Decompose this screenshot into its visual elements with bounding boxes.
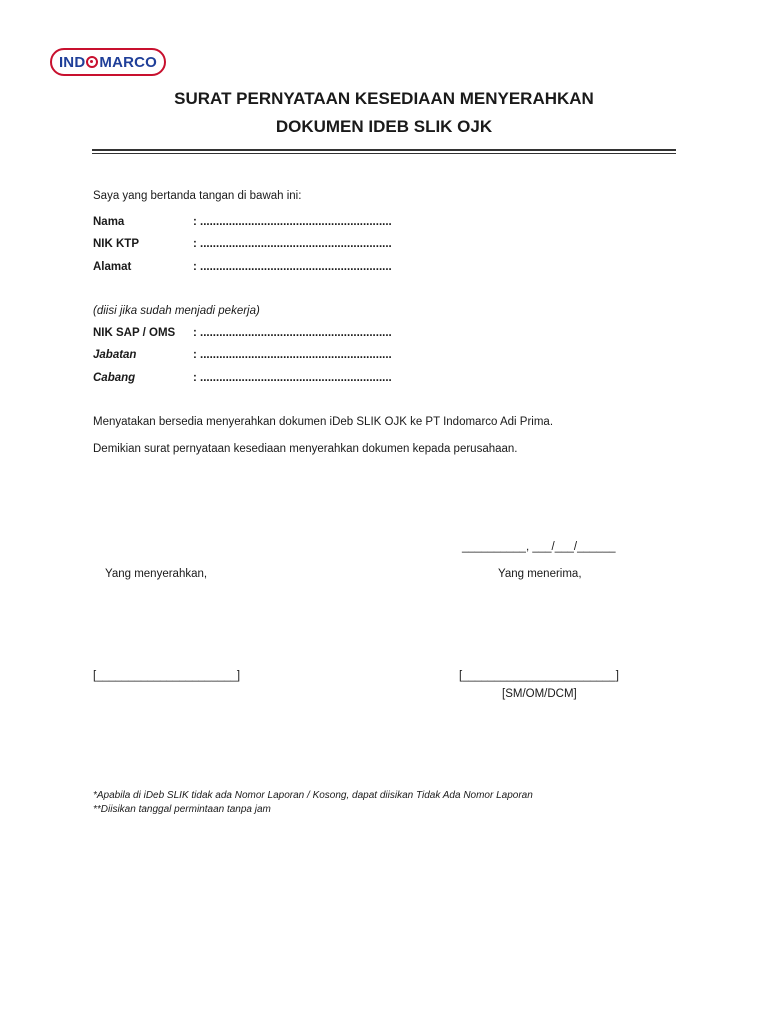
title-divider-thick bbox=[92, 149, 676, 151]
signature-line-right: [________________________] bbox=[459, 670, 619, 682]
closing-text: Demikian surat pernyataan kesediaan menyerahkan dokumen kepada perusahaan. bbox=[93, 443, 518, 455]
field-value-cabang: : ............................................................ bbox=[193, 372, 392, 384]
statement-text: Menyatakan bersedia menyerahkan dokumen iDeb SLIK OJK ke PT Indomarco Adi Prima. bbox=[93, 416, 554, 428]
logo-text-start: IND bbox=[58, 53, 86, 71]
footnote-1: *Apabila di iDeb SLIK tidak ada Nomor Laporan / Kosong, dapat diisikan Tidak Ada Nomor Laporan bbox=[93, 790, 533, 801]
logo-text-end: MARCO bbox=[99, 53, 158, 71]
field-label-nik-sap: NIK SAP / OMS bbox=[93, 327, 176, 339]
employee-note: (diisi jika sudah menjadi pekerja) bbox=[93, 305, 260, 317]
document-title-line1: SURAT PERNYATAAN KESEDIAAN MENYERAHKAN bbox=[174, 89, 594, 108]
field-label-jabatan: Jabatan bbox=[93, 349, 137, 361]
signature-line-left: [______________________] bbox=[93, 670, 241, 682]
field-value-nik-sap: : ............................................................ bbox=[193, 327, 392, 339]
footnote-2: **Diisikan tanggal permintaan tanpa jam bbox=[93, 804, 271, 815]
field-label-nama: Nama bbox=[93, 216, 125, 228]
date-line: __________, ___/___/______ bbox=[462, 541, 616, 553]
field-value-nama: : ............................................................ bbox=[193, 216, 392, 228]
signature-label-left: Yang menyerahkan, bbox=[105, 568, 208, 580]
field-value-jabatan: : ............................................................ bbox=[193, 349, 392, 361]
logo-o-mark-icon bbox=[86, 56, 98, 68]
signature-label-right: Yang menerima, bbox=[498, 568, 582, 580]
signature-role-right: [SM/OM/DCM] bbox=[502, 688, 577, 700]
field-label-nik-ktp: NIK KTP bbox=[93, 238, 139, 250]
field-label-cabang: Cabang bbox=[93, 372, 136, 384]
field-label-alamat: Alamat bbox=[93, 261, 132, 273]
indomarco-logo bbox=[50, 48, 166, 76]
field-value-nik-ktp: : ............................................................ bbox=[193, 238, 392, 250]
intro-text: Saya yang bertanda tangan di bawah ini: bbox=[93, 190, 302, 202]
field-value-alamat: : ............................................................ bbox=[193, 261, 392, 273]
title-divider-thin bbox=[92, 153, 676, 154]
document-title-line2: DOKUMEN IDEB SLIK OJK bbox=[275, 117, 493, 136]
